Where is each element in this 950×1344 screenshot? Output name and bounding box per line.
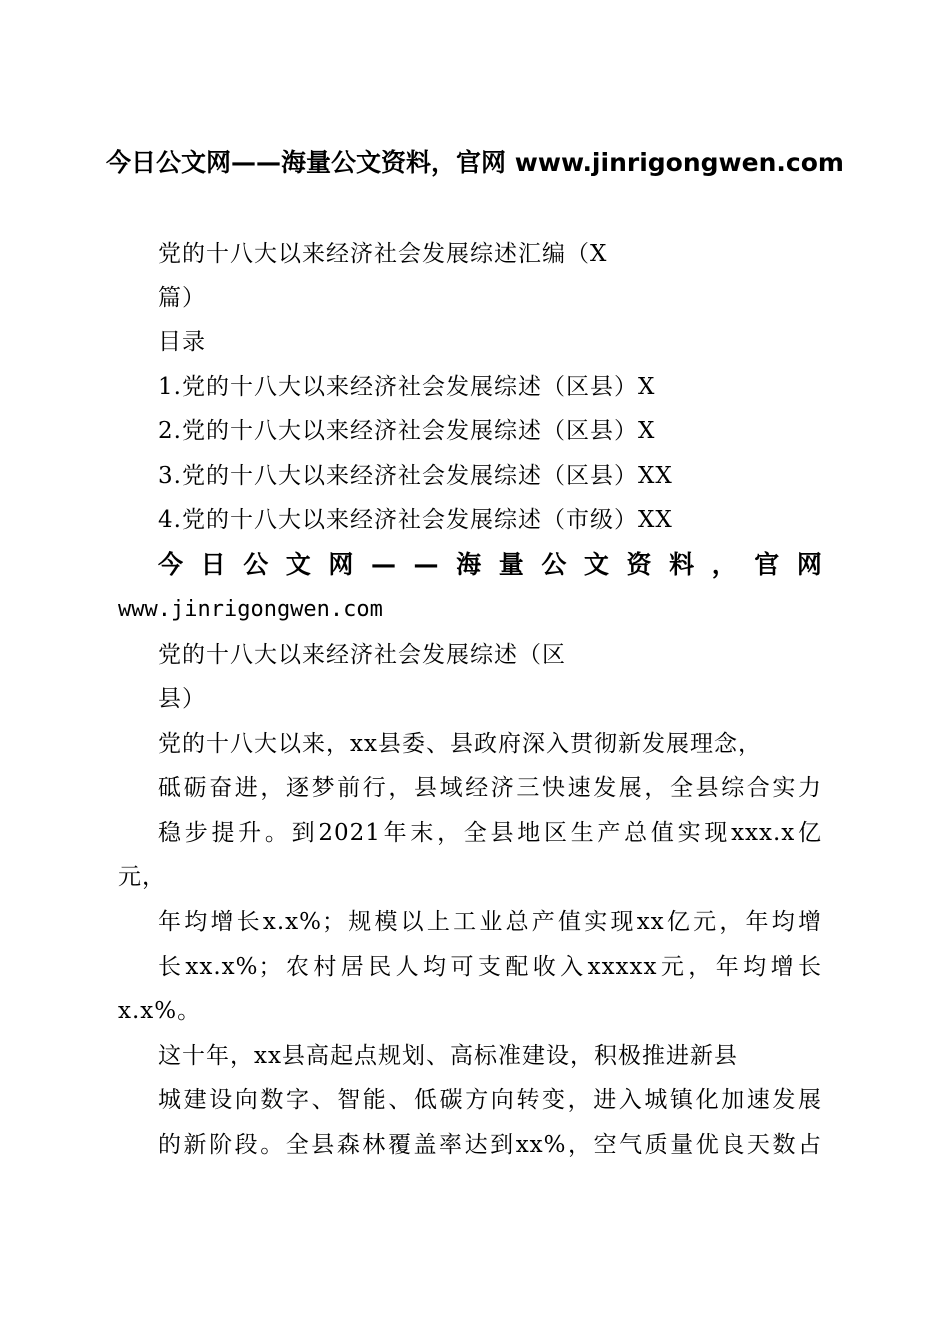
- toc-item: 4.党的十八大以来经济社会发展综述（市级）XX: [158, 507, 673, 533]
- body-line: 这十年，xx县高起点规划、高标准建设，积极推进新县: [158, 1043, 738, 1069]
- promo-banner: 今 日 公 文 网 — — 海 量 公 文 资 料 ， 官 网: [158, 550, 822, 579]
- toc-heading: 目录: [158, 329, 206, 355]
- toc-item: 2.党的十八大以来经济社会发展综述（区县）X: [158, 418, 656, 444]
- body-line: 砥砺奋进，逐梦前行，县域经济三快速发展，全县综合实力: [158, 775, 822, 801]
- body-line: 长xx.x%；农村居民人均可支配收入xxxxx元，年均增长: [158, 954, 822, 980]
- article-title-line-1: 党的十八大以来经济社会发展综述（区: [158, 642, 566, 668]
- body-line: 的新阶段。全县森林覆盖率达到xx%，空气质量优良天数占: [158, 1132, 822, 1158]
- page-header: 今日公文网——海量公文资料，官网 www.jinrigongwen.com: [106, 148, 844, 177]
- body-line: 城建设向数字、智能、低碳方向转变，进入城镇化加速发展: [158, 1087, 822, 1113]
- toc-item: 1.党的十八大以来经济社会发展综述（区县）X: [158, 374, 656, 400]
- body-line: 年均增长x.x%；规模以上工业总产值实现xx亿元，年均增: [158, 909, 822, 935]
- toc-item: 3.党的十八大以来经济社会发展综述（区县）XX: [158, 463, 673, 489]
- body-line: x.x%。: [118, 998, 202, 1024]
- body-line: 稳步提升。到2021年末，全县地区生产总值实现xxx.x亿: [158, 820, 822, 846]
- website-url: www.jinrigongwen.com: [118, 597, 383, 622]
- body-line: 党的十八大以来，xx县委、县政府深入贯彻新发展理念，: [158, 731, 762, 757]
- article-title-line-2: 县）: [158, 686, 206, 712]
- body-line: 元，: [118, 864, 166, 890]
- compilation-title-line-2: 篇）: [158, 285, 206, 311]
- compilation-title-line-1: 党的十八大以来经济社会发展综述汇编（X: [158, 241, 608, 267]
